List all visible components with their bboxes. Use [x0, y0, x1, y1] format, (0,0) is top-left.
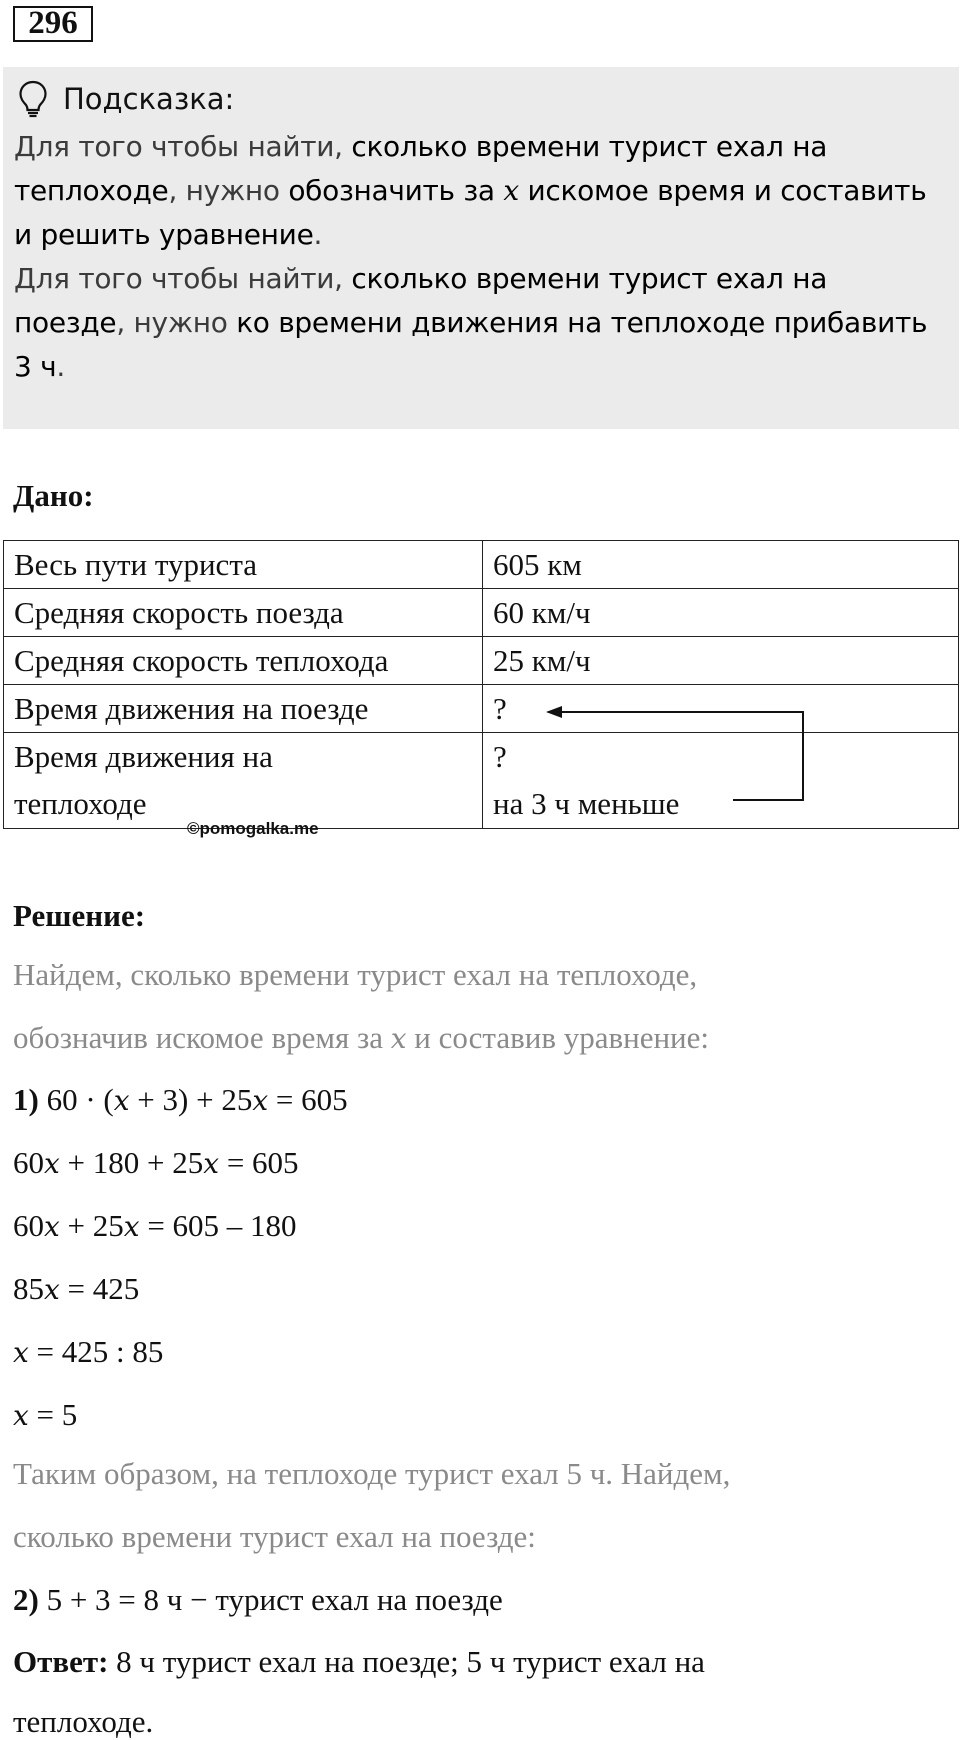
hint-text-part: , нужно — [168, 174, 289, 207]
table-cell: 605 км — [483, 541, 959, 589]
hint-header — [17, 77, 234, 121]
table-cell: Весь пути туриста — [4, 541, 483, 589]
problem-number: 296 — [13, 6, 93, 42]
variable-x: x — [44, 1210, 60, 1243]
given-label: Дано: — [13, 478, 94, 513]
table-row — [4, 541, 959, 589]
given-table — [3, 540, 959, 829]
variable-x: x — [390, 1022, 407, 1055]
variable-x: x — [13, 1336, 29, 1369]
equation-line — [13, 1082, 348, 1118]
hint-text-part: , нужно — [116, 306, 237, 339]
equation-line — [13, 1208, 297, 1244]
text-part: = 605 — [268, 1082, 348, 1117]
variable-x: x — [13, 1399, 29, 1432]
equation-line — [13, 1271, 139, 1307]
text-part: 60 — [13, 1145, 44, 1180]
answer-line: теплоходе. — [13, 1704, 154, 1739]
watermark: ©pomogalka.me — [187, 819, 319, 838]
solution-label: Решение: — [13, 898, 146, 933]
table-cell: ? — [483, 685, 959, 733]
variable-x: x — [203, 1147, 220, 1180]
table-cell: Время движения на поезде — [4, 685, 483, 733]
hint-text-part: ко времени движения на теплоходе прибавить 3 ч — [14, 306, 928, 383]
solution-line: Таким образом, на теплоходе турист ехал 5 ч. Найдем, — [13, 1456, 731, 1491]
variable-x: x — [113, 1084, 130, 1117]
equation-line — [13, 1334, 163, 1370]
text-part: + 180 + 25 — [59, 1145, 204, 1180]
variable-x: x — [252, 1084, 269, 1117]
text-part: обозначив искомое время за — [13, 1020, 391, 1055]
table-row — [4, 637, 959, 685]
hint-title: Подсказка: — [63, 82, 235, 116]
table-row — [4, 685, 959, 733]
table-row — [4, 733, 959, 829]
text-part: = 605 – 180 — [139, 1208, 297, 1243]
hint-text-part: Для того чтобы найти, — [14, 262, 352, 295]
cell-line: теплоходе — [14, 786, 147, 821]
solution-line — [13, 1020, 709, 1056]
answer-line — [13, 1644, 705, 1680]
cell-line: Время движения на — [14, 739, 273, 774]
text-part: 5 + 3 = 8 ч − турист ехал на поезде — [38, 1582, 503, 1617]
text-part: и составив уравнение: — [406, 1020, 710, 1055]
equation-line — [13, 1397, 77, 1433]
text-part: 60 · ( — [38, 1082, 114, 1117]
text-part: = 5 — [28, 1397, 78, 1432]
hint-text-part: . — [313, 218, 323, 251]
text-part: + 3) + 25 — [129, 1082, 253, 1117]
text-part: 60 — [13, 1208, 44, 1243]
variable-x: x — [44, 1273, 60, 1306]
hint-text — [14, 125, 944, 389]
text-part: 85 — [13, 1271, 44, 1306]
solution-line: сколько времени турист ехал на поезде: — [13, 1519, 536, 1554]
step-number: 1) — [13, 1082, 39, 1117]
text-part: = 425 : 85 — [28, 1334, 164, 1369]
equation-line — [13, 1582, 503, 1618]
lightbulb-icon — [17, 79, 49, 119]
step-number: 2) — [13, 1582, 39, 1617]
cell-line: ? — [493, 739, 507, 774]
equation-line — [13, 1145, 299, 1181]
table-row — [4, 589, 959, 637]
variable-x: x — [44, 1147, 60, 1180]
hint-text-part: искомое время и составить и решить уравнение — [14, 174, 927, 251]
table-cell — [4, 733, 483, 829]
hint-box — [3, 67, 959, 429]
hint-text-part: сколько времени турист ехал на поезде — [14, 262, 828, 339]
answer-label: Ответ: — [13, 1644, 109, 1679]
text-part: = 425 — [59, 1271, 140, 1306]
cell-line: на 3 ч меньше — [493, 786, 680, 821]
table-cell — [483, 733, 959, 829]
variable-x: x — [503, 174, 519, 207]
text-part: = 605 — [219, 1145, 299, 1180]
variable-x: x — [123, 1210, 140, 1243]
hint-text-part: . — [56, 350, 65, 383]
hint-text-part: обозначить за — [288, 174, 504, 207]
table-cell: Средняя скорость теплохода — [4, 637, 483, 685]
text-part: 8 ч турист ехал на поезде; 5 ч турист ехал на — [108, 1644, 705, 1679]
hint-text-part: Для того чтобы найти, — [14, 130, 352, 163]
text-part: + 25 — [59, 1208, 124, 1243]
table-cell: 60 км/ч — [483, 589, 959, 637]
table-cell: Средняя скорость поезда — [4, 589, 483, 637]
hint-text-part: сколько времени турист ехал на теплоходе — [14, 130, 828, 207]
solution-line: Найдем, сколько времени турист ехал на теплоходе, — [13, 957, 698, 992]
table-cell: 25 км/ч — [483, 637, 959, 685]
